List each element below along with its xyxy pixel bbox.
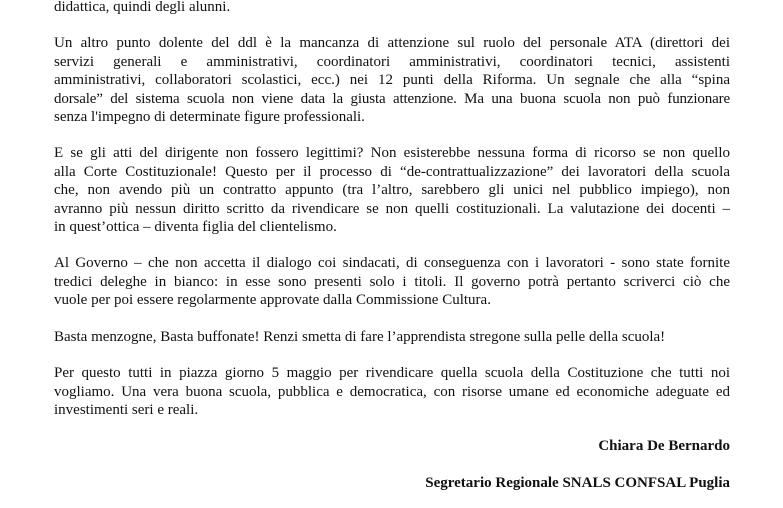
text-line: alla Corte Costituzionale! Questo per il processo di “de-contrattualizzazione” dei lavoratori della scuola [54, 163, 730, 180]
text-line: Al Governo – che non accetta il dialogo coi sindacati, di conseguenza con i lavoratori - sono state fornite [54, 255, 730, 272]
text-line: servizi generali e amministrativi, coordinatori amministrativi, coordinatori tecnici, assistenti [54, 53, 730, 70]
text-line: avranno più nessun diritto scritto da rivendicare se non quelli costituzionali. La valutazione dei docenti – [54, 200, 730, 217]
signature-role: Segretario Regionale SNALS CONFSAL Puglia [425, 474, 730, 491]
text-line: investimenti seri e reali. [54, 401, 199, 418]
text-line: didattica, quindi degli alunni. [54, 0, 231, 15]
text-line: dorsale” del sistema scuola non viene data la giusta attenzione. Ma una buona scuola non può funzionare [54, 90, 730, 107]
text-line: tredici deleghe in bianco: in esse sono presenti solo i titoli. Il governo potrà pertanto scriverci ciò che [54, 273, 730, 290]
text-line: vogliamo. Una vera buona scuola, pubblica e democratica, con risorse umane ed economiche adeguate ed [54, 383, 730, 400]
paragraph-6 [54, 364, 730, 419]
document-page [54, 0, 730, 492]
text-line: Per questo tutti in piazza giorno 5 maggio per rivendicare quella scuola della Costituzione che tutti noi [54, 365, 730, 382]
paragraph-1 [54, 0, 730, 16]
paragraph-5 [54, 328, 730, 346]
text-line: senza l'impegno di determinate figure professionali. [54, 109, 365, 126]
text-line: E se gli atti del dirigente non fossero legittimi? Non esisterebbe nessuna forma di ricorso se non quello [54, 145, 730, 162]
paragraph-4 [54, 254, 730, 309]
signature-name: Chiara De Bernardo [598, 438, 730, 455]
text-line: Basta menzogne, Basta buffonate! Renzi smetta di fare l’apprendista stregone sulla pelle della scuola! [54, 328, 666, 345]
text-line: che, non avendo più un contratto appunto (tra l’altro, sarebbero gli unici nel pubblico impiego), non [54, 182, 730, 199]
text-line: vuole per poi essere regolarmente approvate dalla Commissione Cultura. [54, 292, 491, 309]
text-line: amministrativi, collaboratori scolastici, ecc.) nei 12 punti della Riforma. Un segnale che alla “spina [54, 72, 730, 89]
paragraph-2 [54, 34, 730, 126]
paragraph-3 [54, 144, 730, 236]
text-line: in quest’ottica – diventa figlia del clientelismo. [54, 219, 337, 236]
text-line: Un altro punto dolente del ddl è la mancanza di attenzione sul ruolo del personale ATA (direttori dei [54, 35, 730, 52]
